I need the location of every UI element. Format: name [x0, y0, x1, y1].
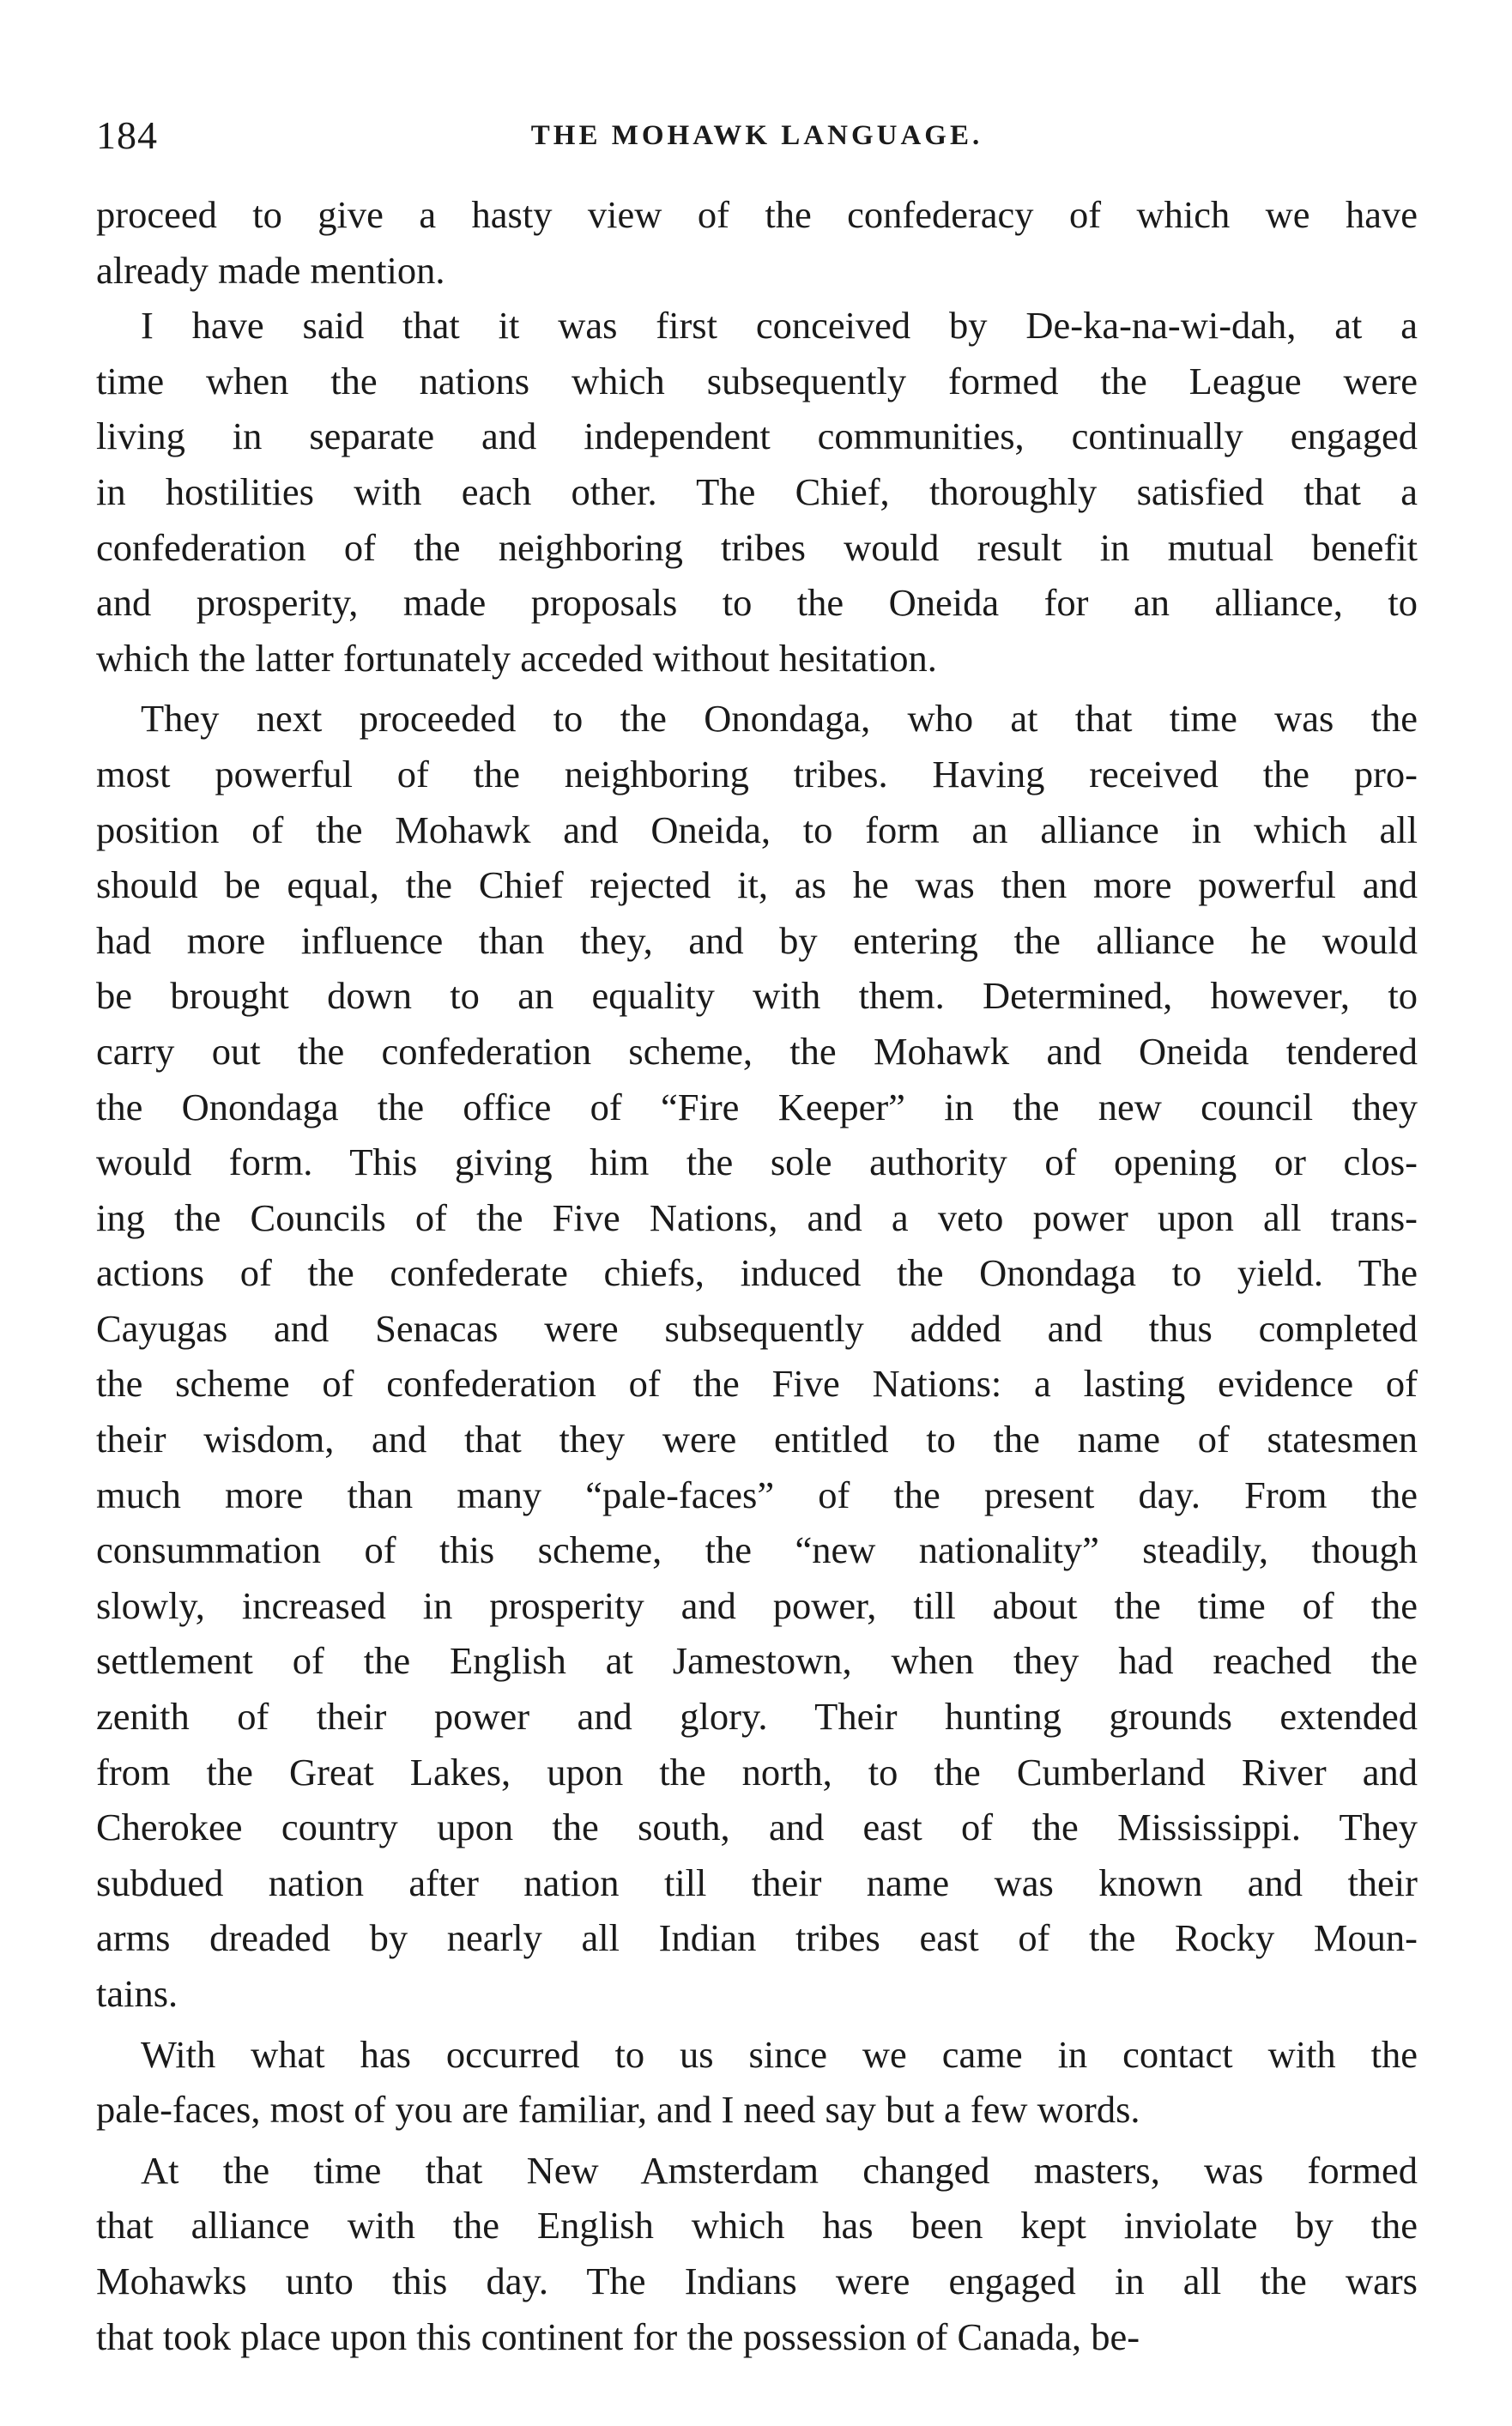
text-line: living in separate and independent communities, continually engaged: [96, 414, 1418, 458]
paragraph: [96, 2143, 1418, 2364]
text-line: With what has occurred to us since we came in contact with the: [141, 2032, 1418, 2076]
text-line: the scheme of confederation of the Five Nations: a lasting evidence of: [96, 1362, 1418, 1406]
text-line: confederation of the neighboring tribes would result in mutual benefit: [96, 525, 1418, 569]
text-line: position of the Mohawk and Oneida, to form an alliance in which all: [96, 808, 1418, 851]
text-line: in hostilities with each other. The Chief, thoroughly satisfied that a: [96, 469, 1418, 513]
text-line: carry out the confederation scheme, the Mohawk and Oneida tendered: [96, 1029, 1418, 1073]
paragraph: [96, 691, 1418, 2021]
paragraph: [96, 298, 1418, 686]
page-header: [96, 110, 1418, 161]
body-text: [96, 187, 1418, 2364]
text-line: Mohawks unto this day. The Indians were engaged in all the wars: [96, 2259, 1418, 2302]
text-line: that took place upon this continent for the possession of Canada, be-: [96, 2314, 1140, 2358]
text-line: Cherokee country upon the south, and east of the Mississippi. They: [96, 1806, 1418, 1849]
running-head: THE MOHAWK LANGUAGE.: [530, 120, 983, 151]
text-line: tains.: [96, 1972, 178, 2015]
text-line: subdued nation after nation till their name was known and their: [96, 1860, 1418, 1904]
text-line: ing the Councils of the Five Nations, and a veto power upon all trans-: [96, 1195, 1418, 1239]
text-line: the Onondaga the office of “Fire Keeper” in the new council they: [96, 1085, 1418, 1128]
text-line: They next proceeded to the Onondaga, who at that time was the: [141, 697, 1418, 741]
text-line: had more influence than they, and by entering the alliance he would: [96, 918, 1418, 962]
text-line: from the Great Lakes, upon the north, to the Cumberland River and: [96, 1750, 1418, 1794]
text-line: most powerful of the neighboring tribes. Having received the pro-: [96, 752, 1418, 796]
text-line: At the time that New Amsterdam changed masters, was formed: [141, 2148, 1418, 2192]
text-line: proceed to give a hasty view of the confederacy of which we have: [96, 193, 1418, 236]
text-line: and prosperity, made proposals to the Oneida for an alliance, to: [96, 581, 1418, 625]
text-line: actions of the confederate chiefs, induced the Onondaga to yield. The: [96, 1251, 1418, 1295]
text-line: zenith of their power and glory. Their hunting grounds extended: [96, 1695, 1418, 1739]
text-line: much more than many “pale-faces” of the present day. From the: [96, 1473, 1418, 1516]
page-number: 184: [96, 113, 158, 157]
paragraph: [96, 187, 1418, 298]
text-line: already made mention.: [96, 248, 445, 292]
text-line: settlement of the English at Jamestown, when they had reached the: [96, 1639, 1418, 1683]
text-line: consummation of this scheme, the “new nationality” steadily, though: [96, 1528, 1418, 1572]
text-line: be brought down to an equality with them. Determined, however, to: [96, 974, 1418, 1018]
text-line: would form. This giving him the sole authority of opening or clos-: [96, 1140, 1418, 1184]
text-line: pale-faces, most of you are familiar, and I need say but a few words.: [96, 2088, 1140, 2132]
text-line: arms dreaded by nearly all Indian tribes east of the Rocky Moun-: [96, 1916, 1418, 1960]
text-line: their wisdom, and that they were entitled to the name of statesmen: [96, 1418, 1418, 1461]
text-line: I have said that it was first conceived by De-ka-na-wi-dah, at a: [141, 304, 1418, 348]
paragraph: [96, 2027, 1418, 2138]
text-line: which the latter fortunately acceded without hesitation.: [96, 636, 937, 680]
text-line: slowly, increased in prosperity and power, till about the time of the: [96, 1583, 1418, 1627]
text-line: time when the nations which subsequently formed the League were: [96, 359, 1418, 402]
text-line: that alliance with the English which has been kept inviolate by the: [96, 2204, 1418, 2248]
text-line: Cayugas and Senacas were subsequently added and thus completed: [96, 1306, 1418, 1350]
text-line: should be equal, the Chief rejected it, as he was then more powerful and: [96, 863, 1418, 907]
